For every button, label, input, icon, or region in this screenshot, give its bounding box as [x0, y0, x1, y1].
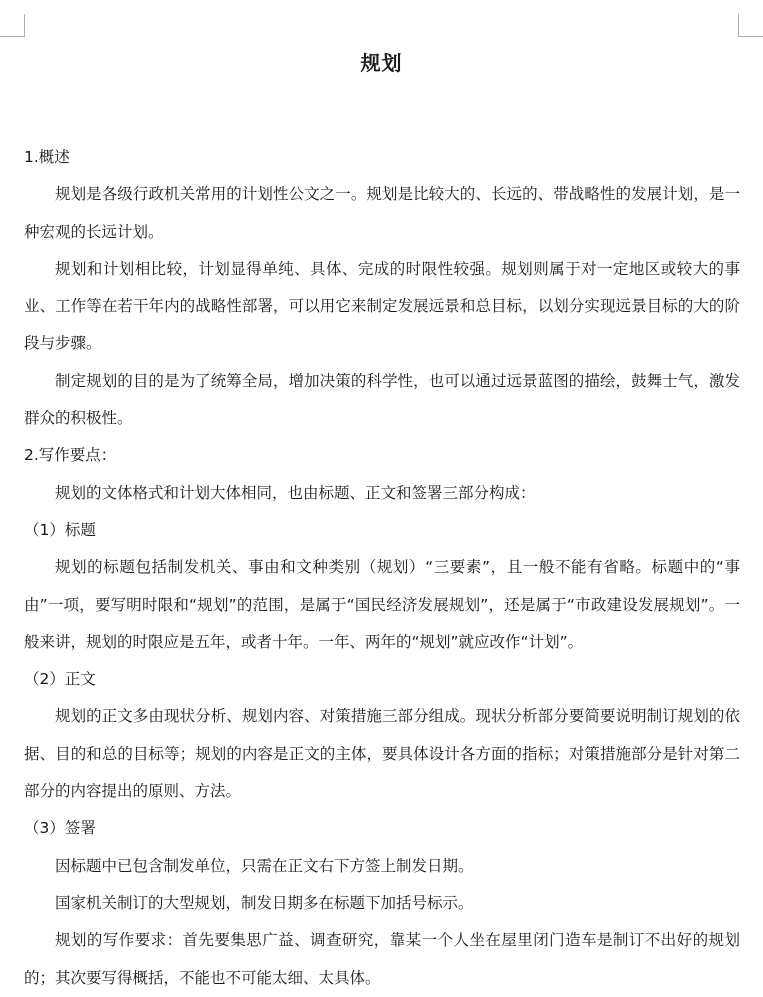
- paragraph: 规划的写作要求：首先要集思广益、调查研究，靠某一个人坐在屋里闭门造车是制订不出好的规划的；其次要写得概括，不能也不可能太细、太具体。: [24, 931, 740, 987]
- paragraph: 因标题中已包含制发单位，只需在正文右下方签上制发日期。: [55, 856, 474, 875]
- document-title: 规划: [360, 51, 403, 75]
- paragraph: 规划的标题包括制发机关、事由和文种类别（规划）“三要素”，且一般不能有省略。标题中的“事由”一项，要写明时限和“规划”的范围，是属于“国民经济发展规划”，还是属于“市政建设发展规划”。一般来讲，规划的时限应是五年，或者十年。一年、两年的“规划”就应改作“计划”。: [24, 558, 740, 651]
- page-corner-mark-right: [738, 14, 763, 37]
- paragraph: 制定规划的目的是为了统筹全局，增加决策的科学性，也可以通过远景蓝图的描绘，鼓舞士气，激发群众的积极性。: [24, 371, 740, 428]
- subheading-body: （2）正文: [24, 670, 96, 689]
- paragraph: 规划的正文多由现状分析、规划内容、对策措施三部分组成。现状分析部分要简要说明制订规划的依据、目的和总的目标等；规划的内容是正文的主体，要具体设计各方面的指标；对策措施部分是针对第二部分的内容提出的原则、方法。: [24, 707, 740, 801]
- section-heading-writing-points: 2.写作要点：: [24, 446, 117, 465]
- page-corner-mark-left: [0, 14, 25, 37]
- paragraph: 规划和计划相比较，计划显得单纯、具体、完成的时限性较强。规划则属于对一定地区或较大的事业、工作等在若干年内的战略性部署，可以用它来制定发展远景和总目标，以划分实现远景目标的大的阶段与步骤。: [24, 259, 740, 353]
- subheading-signature: （3）签署: [24, 819, 96, 838]
- paragraph: 规划是各级行政机关常用的计划性公文之一。规划是比较大的、长远的、带战略性的发展计划，是一种宏观的长远计划。: [24, 185, 740, 241]
- paragraph: 规划的文体格式和计划大体相同，也由标题、正文和签署三部分构成：: [55, 483, 536, 502]
- subheading-title: （1）标题: [24, 520, 96, 539]
- section-heading-overview: 1.概述: [24, 148, 70, 166]
- paragraph: 国家机关制订的大型规划，制发日期多在标题下加括号标示。: [55, 893, 474, 912]
- document-body: [24, 139, 740, 997]
